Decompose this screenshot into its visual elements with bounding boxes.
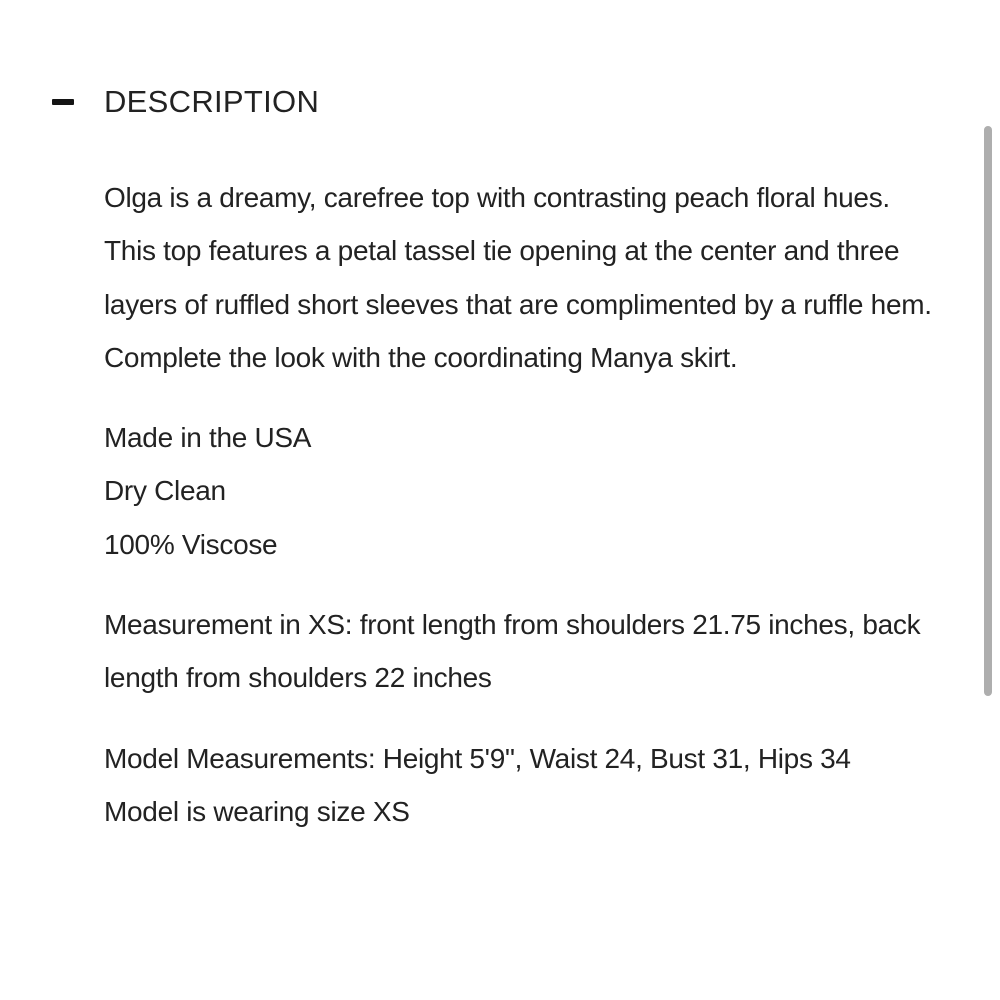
section-title: DESCRIPTION xyxy=(104,84,320,119)
description-content xyxy=(104,171,934,838)
model-measurements-text: Model Measurements: Height 5'9", Waist 24, Bust 31, Hips 34 xyxy=(104,742,851,774)
material-text: 100% Viscose xyxy=(104,528,278,560)
care-text: Dry Clean xyxy=(104,475,226,507)
measurement-text: Measurement in XS: front length from shoulders 21.75 inches, back length from shoulders 22 inches xyxy=(104,609,921,694)
minus-icon[interactable] xyxy=(52,99,74,105)
scrollbar-thumb[interactable] xyxy=(984,126,992,696)
description-intro: Olga is a dreamy, carefree top with contrasting peach floral hues. This top features a petal tassel tie opening at the center and three layers of ruffled short sleeves that are complimented by a ruffle hem. Complete the look with the coordinating Manya skirt. xyxy=(104,182,932,373)
description-accordion-header[interactable] xyxy=(52,78,319,126)
origin-text: Made in the USA xyxy=(104,422,312,454)
model-size-text: Model is wearing size XS xyxy=(104,795,410,827)
scrollbar[interactable] xyxy=(984,126,992,696)
